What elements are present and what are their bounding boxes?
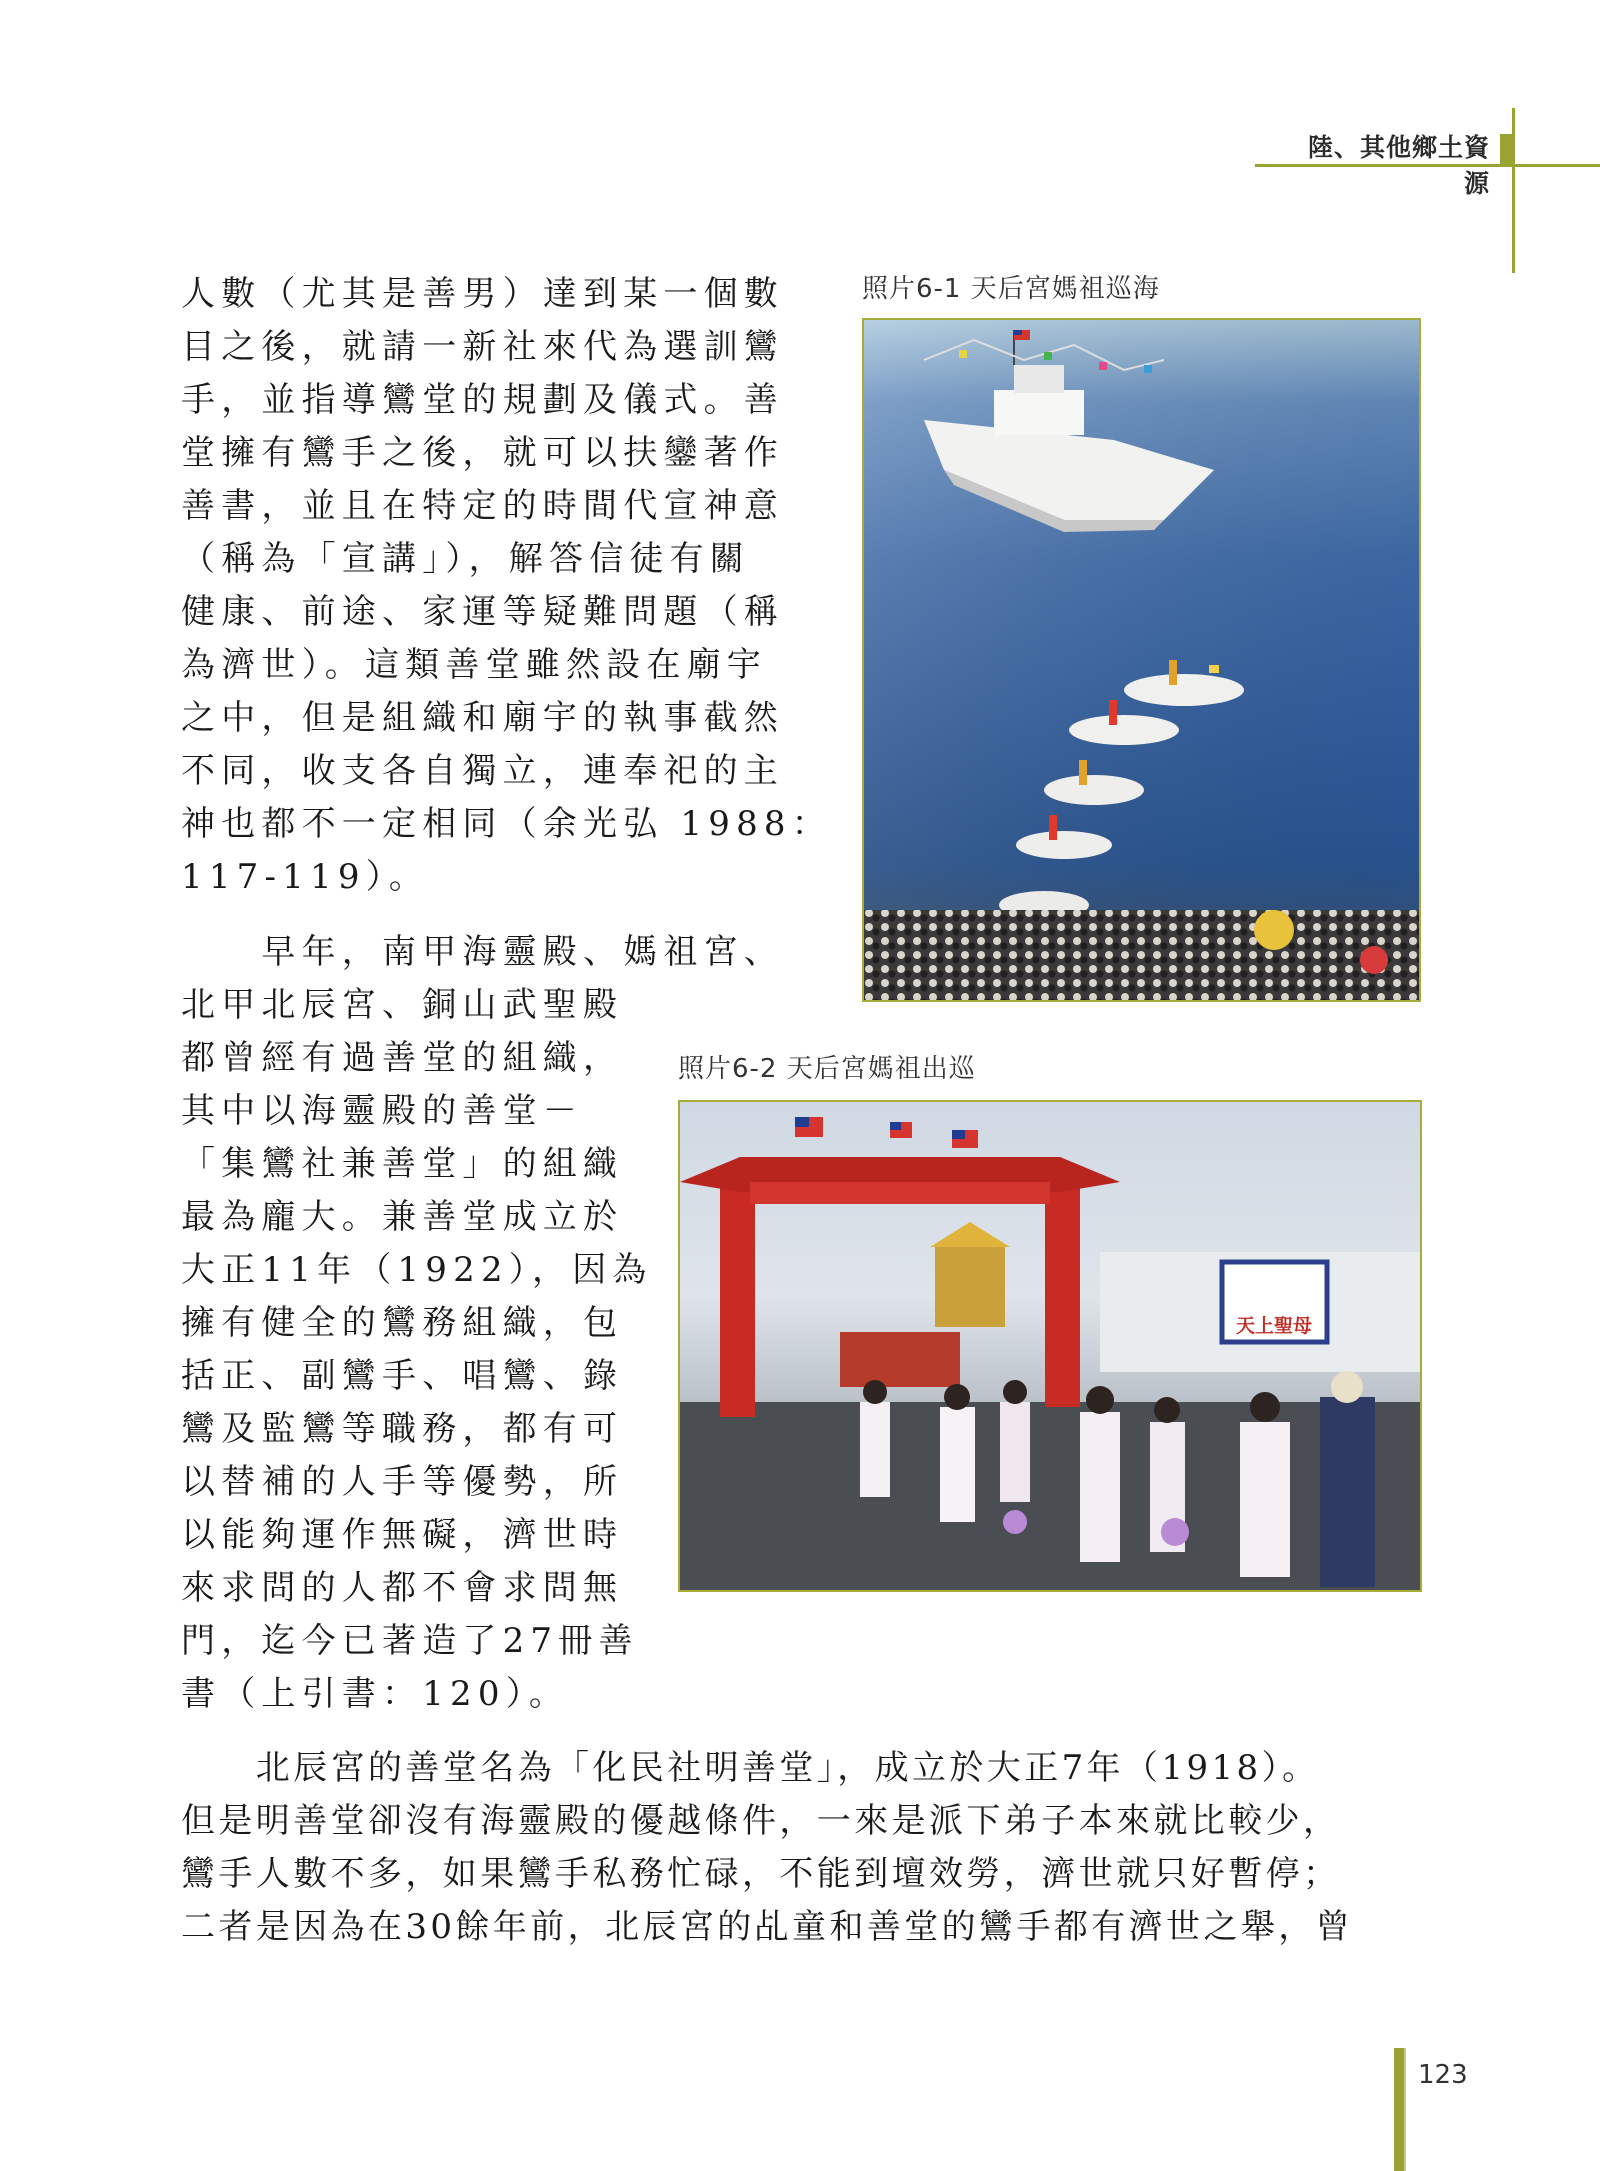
header-accent-block (1500, 134, 1515, 164)
photo-caption-2: 照片6-2 天后宮媽祖出巡 (678, 1054, 976, 1084)
body-paragraph-3: 北辰宮的善堂名為「化民社明善堂」，成立於大正7年（1918）。 但是明善堂卻沒有海靈殿的優越條件，一來是派下弟子本來就比較少， 鸞手人數不多，如果鸞手私務忙碌，不能到壇效勞，濟世就只好暫停； 二者是因為在30餘年前，北辰宮的乩童和善堂的鸞手都有濟世之舉，曾 (181, 1748, 1354, 1947)
sign-board (1222, 1262, 1327, 1342)
section-title: 陸、其他鄉土資源 (1307, 133, 1490, 198)
photo-mazu-procession (678, 1100, 1422, 1592)
sea-patrol-illustration (864, 320, 1419, 1000)
palanquin (840, 1222, 1010, 1387)
page-number: 123 (1418, 2060, 1468, 2090)
page-number-bar (1394, 2048, 1404, 2171)
photo-mazu-sea-patrol (862, 318, 1421, 1002)
body-paragraph-2: 早年，南甲海靈殿、媽祖宮、 北甲北辰宮、銅山武聖殿 都曾經有過善堂的組織， 其中以海靈殿的善堂－ 「集鸞社兼善堂」的組織 最為龐大。兼善堂成立於 大正11年（1922），因為 擁有健全的鸞務組織，包 括正、副鸞手、唱鸞、錄 鸞及監鸞等職務，都有可 以替補的人手等優勢，所 以能夠運作無礙，濟世時 來求問的人都不會求問無 門，迄今已著造了27冊善 書（上引書：120）。 (181, 932, 784, 1714)
body-paragraph-1: 人數（尤其是善男）達到某一個數 目之後，就請一新社來代為選訓鸞 手，並指導鸞堂的規劃及儀式。善 堂擁有鸞手之後，就可以扶鑾著作 善書，並且在特定的時間代宣神意 （稱為「宣講」），解答信徒有關 健康、前途、家運等疑難問題（稱 為濟世）。這類善堂雖然設在廟宇 之中，但是組織和廟宇的執事截然 不同，收支各自獨立，連奉祀的主 神也都不一定相同（余光弘 1988： 117-119）。 (181, 274, 832, 897)
photo-caption-1: 照片6-1 天后宮媽祖巡海 (862, 274, 1160, 304)
procession-illustration (680, 1102, 1420, 1590)
page-number-rule (1404, 2048, 1406, 2171)
sign-text: 天上聖母 (1235, 1315, 1313, 1337)
crowd (864, 910, 1419, 1000)
header-vertical-rule (1512, 108, 1515, 273)
